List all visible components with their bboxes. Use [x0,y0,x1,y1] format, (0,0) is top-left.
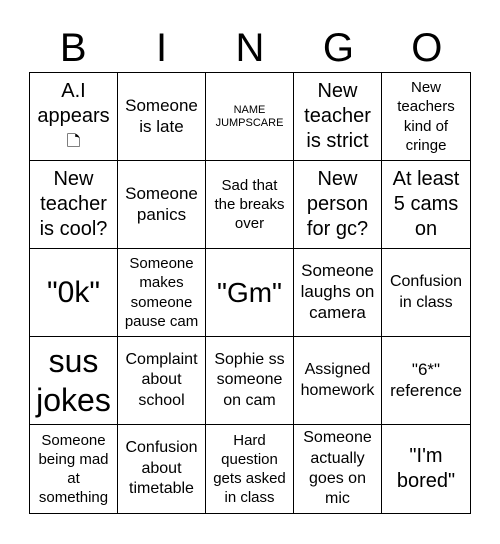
cell-text: At least 5 cams on [392,168,460,240]
header-letter-b: B [59,26,87,70]
cell-text: "6*" reference [390,359,462,400]
bingo-cell[interactable] [382,337,470,425]
bingo-cell[interactable] [30,161,118,249]
bingo-cell[interactable] [294,73,382,161]
bingo-cell[interactable] [30,249,118,337]
cell-text: New person for gc? [306,168,369,240]
bingo-cell[interactable] [30,425,118,513]
cell-text: sus jokes [36,343,111,418]
cell-text: Sad that the breaks over [214,176,285,233]
header-letter-i: I [156,26,168,70]
bingo-cell[interactable] [30,73,118,161]
cell-text: Someone being mad at something [38,431,109,507]
cell-text: Someone makes someone pause cam [124,255,199,330]
bingo-cell[interactable] [382,249,470,337]
header-letter-g: G [322,26,354,70]
bingo-cell[interactable] [206,425,294,513]
bingo-board [29,72,471,514]
cell-text: Someone actually goes on mic [303,429,372,508]
cell-text: New teacher is cool? [39,168,108,240]
bingo-cell[interactable] [206,249,294,337]
cell-text: A.I appears 🗅 [37,80,110,152]
header-letter-o: O [411,26,443,70]
cell-text: Someone is late [125,95,198,136]
cell-text: NAME JUMPSCARE [215,104,284,129]
cell-text: "I'm bored" [396,445,456,492]
bingo-cell[interactable] [118,161,206,249]
bingo-cell[interactable] [206,161,294,249]
bingo-cell[interactable] [382,425,470,513]
cell-text: New teachers kind of cringe [397,79,455,154]
bingo-cell[interactable] [382,161,470,249]
cell-text: Confusion in class [389,273,463,311]
bingo-cell[interactable] [118,425,206,513]
bingo-cell[interactable] [118,73,206,161]
bingo-cell[interactable] [382,73,470,161]
cell-text: Complaint about school [125,350,198,409]
bingo-cell[interactable] [118,337,206,425]
cell-text: New teacher is strict [304,80,371,152]
bingo-cell[interactable] [294,337,382,425]
bingo-cell[interactable] [294,161,382,249]
cell-text: Hard question gets asked in class [213,431,286,507]
cell-text: Sophie ss someone on cam [214,350,285,409]
cell-text: Confusion about timetable [125,439,198,498]
header-letter-n: N [235,26,265,70]
bingo-cell[interactable] [294,249,382,337]
bingo-cell[interactable] [206,73,294,161]
cell-text: "Gm" [217,276,282,308]
cell-text: Assigned homework [300,361,375,399]
bingo-cell[interactable] [30,337,118,425]
bingo-cell[interactable] [294,425,382,513]
cell-text: "0k" [47,275,100,309]
bingo-header [29,24,471,72]
bingo-cell[interactable] [206,337,294,425]
bingo-cell[interactable] [118,249,206,337]
cell-text: Someone panics [125,183,198,224]
cell-text: Someone laughs on camera [300,261,375,322]
